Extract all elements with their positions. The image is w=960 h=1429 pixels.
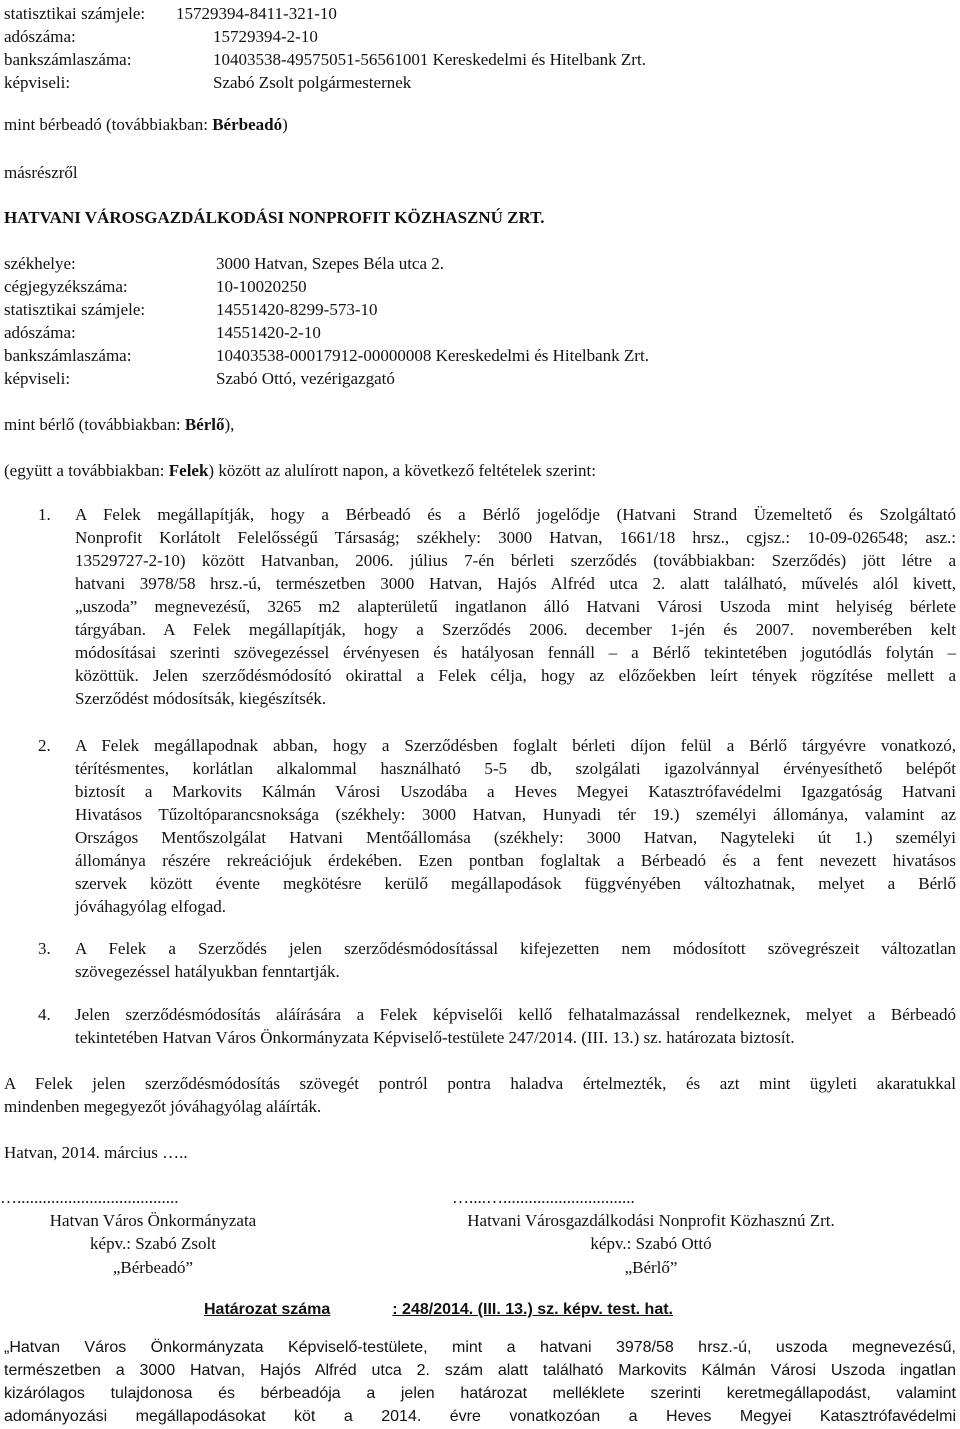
resolution-line: „Hatvan Város Önkormányzata Képviselő-testülete, mint a hatvani 3978/58 hrsz.-ú, uszoda megnevezésű, bbox=[4, 1339, 956, 1356]
party1-label-stat: statisztikai számjele: bbox=[4, 4, 146, 23]
signature-org: Hatvan Város Önkormányzata bbox=[49, 1211, 257, 1230]
party2-value-rep: Szabó Ottó, vezérigazgató bbox=[216, 369, 395, 388]
point-line: szervek között évente megkötésre kerülő megállapodások függvényében változhatnak, melyet a Bérlő bbox=[75, 874, 956, 893]
party2-value-tax: 14551420-2-10 bbox=[216, 323, 321, 342]
party2-label-stat: statisztikai számjele: bbox=[4, 300, 146, 319]
signature-line: …....…............................... bbox=[452, 1188, 635, 1207]
point-line: 13529727-2-10) között Hatvanban, 2006. július 7-én bérleti szerződés (továbbiakban: Szerződés) jött létre a bbox=[75, 551, 956, 570]
signature-line: …...................................... bbox=[0, 1188, 179, 1207]
party1-value-bank: 10403538-49575051-56561001 Kereskedelmi és Hitelbank Zrt. bbox=[213, 50, 646, 69]
party1-value-tax: 15729394-2-10 bbox=[213, 27, 318, 46]
party2-label-reg: cégjegyzékszáma: bbox=[4, 277, 128, 296]
point-text bbox=[75, 1003, 956, 1049]
party2-label-rep: képviseli: bbox=[4, 369, 71, 388]
party2-label-seat: székhelye: bbox=[4, 254, 76, 273]
party1-role: mint bérbeadó (továbbiakban: Bérbeadó) bbox=[4, 115, 288, 134]
point-line: szövegezéssel hatályukban fenntartják. bbox=[75, 962, 340, 981]
resolution-number: : 248/2014. (III. 13.) sz. képv. test. hat. bbox=[392, 1301, 673, 1318]
closing-line: A Felek jelen szerződésmódosítás szövegét pontról pontra haladva értelmezték, és azt mint ügyleti akaratukkal bbox=[4, 1074, 956, 1093]
party1-value-stat: 15729394-8411-321-10 bbox=[176, 4, 337, 23]
party1-label-bank: bankszámlaszáma: bbox=[4, 50, 132, 69]
point-line: Jelen szerződésmódosítás aláírására a Felek képviselői kellő felhatalmazással rendelkeznek, melyet a Bérbeadó bbox=[75, 1005, 956, 1024]
point-line: „uszoda” megnevezésű, 3265 m2 alapterületű ingatlanon álló Hatvani Városi Uszoda mint helyiség bérlete bbox=[75, 597, 956, 616]
signature-rep: képv.: Szabó Ottó bbox=[590, 1234, 712, 1253]
party2-role: mint bérlő (továbbiakban: Bérlő), bbox=[4, 415, 235, 434]
party1-label-rep: képviseli: bbox=[4, 73, 71, 92]
point-line: A Felek a Szerződés jelen szerződésmódosítással kifejezetten nem módosított szövegrészeit változatlan bbox=[75, 939, 956, 958]
masreszrol-text: másrészről bbox=[4, 163, 78, 182]
point-line: közöttük. Jelen szerződésmódosító okirattal a Felek célja, hogy az előzőekben leírt tények rögzítése mellett a bbox=[75, 666, 956, 685]
point-line: Országos Mentőszolgálat Hatvani Mentőállomása (székhely: 3000 Hatvan, Nagyteleki út 1.) személyi bbox=[75, 828, 956, 847]
resolution-text bbox=[4, 1336, 956, 1428]
point-text bbox=[75, 734, 956, 918]
point-line: biztosít a Markovits Kálmán Városi Uszodába a Heves Megyei Katasztrófavédelmi Igazgatóság Hatvani bbox=[75, 782, 956, 801]
point-line: A Felek megállapodnak abban, hogy a Szerződésben foglalt bérleti díjon felül a Bérlő tárgyévre vonatkozó, bbox=[75, 736, 956, 755]
point-line: módosításai szerinti szövegezéssel érvényesen és hatályosan fennáll – a Bérlő tekintetében jogutódlás folytán – bbox=[75, 643, 956, 662]
place-date: Hatvan, 2014. március ….. bbox=[4, 1143, 188, 1162]
together-text: (együtt a továbbiakban: Felek) között az alulírott napon, a következő feltételek szerint: bbox=[4, 461, 596, 480]
party1-value-rep: Szabó Zsolt polgármesternek bbox=[213, 73, 412, 92]
signature-rep: képv.: Szabó Zsolt bbox=[90, 1234, 216, 1253]
point-line: állománya részére rekreációjuk érdekében. Ezen pontban foglaltak a Bérbeadó és a fent nevezett hivatásos bbox=[75, 851, 956, 870]
point-number: 1. bbox=[38, 505, 51, 524]
party2-value-bank: 10403538-00017912-00000008 Kereskedelmi és Hitelbank Zrt. bbox=[216, 346, 649, 365]
point-number: 4. bbox=[38, 1005, 51, 1024]
party2-value-stat: 14551420-8299-573-10 bbox=[216, 300, 378, 319]
resolution-label: Határozat száma bbox=[204, 1301, 331, 1318]
closing-line: mindenben megegyezőt jóváhagyólag aláírták. bbox=[4, 1097, 322, 1116]
point-line: térítésmentes, korlátlan alkalommal használható 5-5 db, szolgálati igazolvánnyal érvényesíthető belépőt bbox=[75, 759, 956, 778]
party2-value-reg: 10-10020250 bbox=[216, 277, 307, 296]
point-line: tekintetében Hatvan Város Önkormányzata Képviselő-testülete 247/2014. (III. 13.) sz. határozata biztosít. bbox=[75, 1028, 795, 1047]
party1-label-tax: adószáma: bbox=[4, 27, 76, 46]
signature-role: „Bérbeadó” bbox=[112, 1258, 194, 1277]
party2-label-tax: adószáma: bbox=[4, 323, 76, 342]
point-line: Hivatásos Tűzoltóparancsnoksága (székhely: 3000 Hatvan, Hunyadi tér 19.) személyi állománya, valamint az bbox=[75, 805, 956, 824]
point-line: jóváhagyólag elfogad. bbox=[75, 897, 227, 916]
signature-role: „Bérlő” bbox=[624, 1258, 678, 1277]
point-line: hatvani 3978/58 hrsz.-ú, természetben 3000 Hatvan, Hajós Alfréd utca 2. alatt található, művelés alól kivett, bbox=[75, 574, 956, 593]
resolution-heading bbox=[204, 1298, 673, 1321]
party2-name: HATVANI VÁROSGAZDÁLKODÁSI NONPROFIT KÖZHASZNÚ ZRT. bbox=[4, 208, 545, 227]
party2-value-seat: 3000 Hatvan, Szepes Béla utca 2. bbox=[216, 254, 445, 273]
signature-org: Hatvani Városgazdálkodási Nonprofit Közhasznú Zrt. bbox=[467, 1211, 835, 1230]
closing-text bbox=[4, 1072, 956, 1118]
point-line: Szerződést módosítsák, kiegészítsék. bbox=[75, 689, 327, 708]
point-line: A Felek megállapítják, hogy a Bérbeadó és a Bérlő jogelődje (Hatvani Strand Üzemeltető és Szolgáltató bbox=[75, 505, 956, 524]
point-line: tárgyában. A Felek megállapítják, hogy a Szerződés 2006. december 1-jén és 2007. novemberében kelt bbox=[75, 620, 956, 639]
resolution-line: természetben a 3000 Hatvan, Hajós Alfréd utca 2. szám alatt található Markovits Kálmán Városi Uszoda ingatlan bbox=[4, 1362, 956, 1379]
resolution-line: kizárólagos tulajdonosa és bérbeadója a jelen határozat melléklete szerinti keretmegállapodást, valamint bbox=[4, 1385, 956, 1402]
point-text bbox=[75, 503, 956, 710]
point-text bbox=[75, 937, 956, 983]
point-number: 2. bbox=[38, 736, 51, 755]
resolution-line: adományozási megállapodásokat köt a 2014. évre vonatkozóan a Heves Megyei Katasztrófavédelmi bbox=[4, 1408, 956, 1425]
point-number: 3. bbox=[38, 939, 51, 958]
party2-label-bank: bankszámlaszáma: bbox=[4, 346, 132, 365]
point-line: Nonprofit Korlátolt Felelősségű Társaság; székhely: 3000 Hatvan, 1661/18 hrsz., cgjsz.: 10-09-026548; asz.: bbox=[75, 528, 956, 547]
